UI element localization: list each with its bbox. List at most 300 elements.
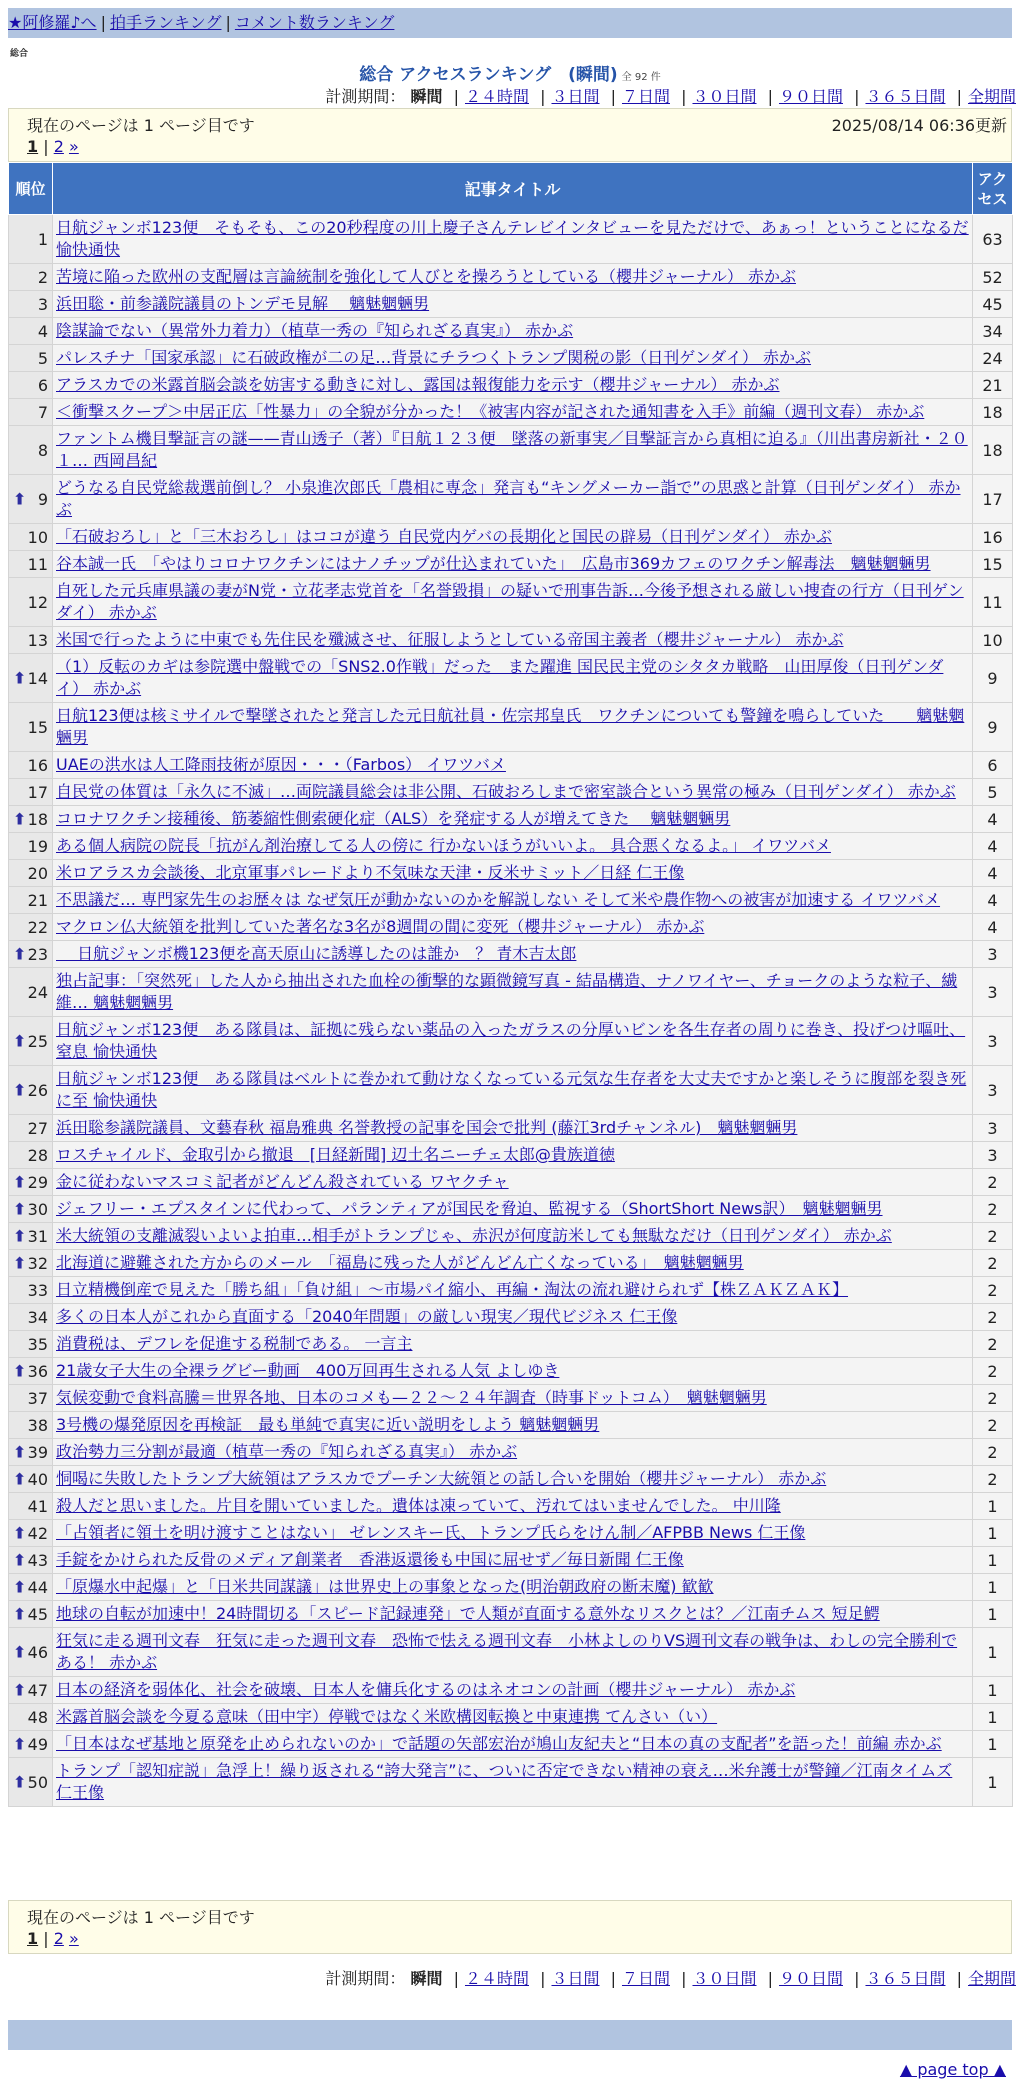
- period-7d-link[interactable]: ７日間: [621, 1969, 670, 1988]
- rank-number: 13: [27, 630, 48, 650]
- rank-number: 23: [27, 944, 48, 964]
- access-count: 11: [973, 578, 1013, 627]
- period-label: 計測期間：: [325, 1969, 406, 1988]
- period-30d-link[interactable]: ３０日間: [692, 1969, 757, 1988]
- access-count: 4: [973, 833, 1013, 860]
- table-row: [9, 291, 1013, 318]
- article-title-link[interactable]: 日航ジャンボ123便 ある隊員は、証拠に残らない薬品の入ったガラスの分厚いビンを各生存者の周りに巻き、投げつけ嘔吐、窒息 愉快通快: [56, 1020, 966, 1061]
- rank-cell: [9, 264, 53, 291]
- title-cell: [53, 1439, 973, 1466]
- access-count: 63: [973, 215, 1013, 264]
- access-count: 6: [973, 752, 1013, 779]
- access-count: 34: [973, 318, 1013, 345]
- rank-number: 32: [27, 1253, 48, 1273]
- rank-cell: [9, 1385, 53, 1412]
- article-title-link[interactable]: 自死した元兵庫県議の妻がN党・立花孝志党首を「名誉毀損」の疑いで刑事告訴…今後予想される厳しい捜査の行方（日刊ゲンダイ） 赤かぶ: [56, 581, 964, 622]
- rank-cell: [9, 291, 53, 318]
- access-count: 3: [973, 941, 1013, 968]
- article-title-link[interactable]: UAEの洪水は人工降雨技術が原因・・・（Farbos） イワツバメ: [56, 755, 506, 774]
- title-cell: [53, 703, 973, 752]
- access-count: 4: [973, 860, 1013, 887]
- article-title-link[interactable]: 自民党の体質は「永久に不滅」…両院議員総会は非公開、石破おろしまで密室談合という異常の極み（日刊ゲンダイ） 赤かぶ: [56, 782, 956, 801]
- table-row: [9, 1331, 1013, 1358]
- article-title-link[interactable]: 地球の自転が加速中！24時間切る「スピード記録連発」で人類が直面する意外なリスクとは？／江南チムス 短足鰐: [56, 1604, 880, 1623]
- rank-cell: [9, 1493, 53, 1520]
- access-count: 15: [973, 551, 1013, 578]
- period-all-link[interactable]: 全期間: [967, 1969, 1016, 1988]
- rank-cell: [9, 1169, 53, 1196]
- rank-number: 10: [27, 527, 48, 547]
- rank-number: 43: [27, 1550, 48, 1570]
- article-title-link[interactable]: 日航123便は核ミサイルで撃墜されたと発言した元日航社員・佐宗邦皇氏 ワクチンについても警鐘を鳴らしていた 魑魅魍魎男: [56, 706, 965, 747]
- ranking-table: [8, 162, 1013, 1807]
- nav-separator: |: [100, 13, 106, 32]
- title-cell: [53, 399, 973, 426]
- rank-number: 42: [27, 1523, 48, 1543]
- rank-number: 17: [27, 782, 48, 802]
- ranking-rows: [9, 215, 1013, 1807]
- next-page-link[interactable]: »: [68, 137, 79, 156]
- article-title-link[interactable]: 「占領者に領土を明け渡すことはない」 ゼレンスキー氏、トランプ氏らをけん制／AFPBB News 仁王像: [56, 1523, 806, 1542]
- up-arrow-icon: ⬆: [13, 1604, 27, 1624]
- rank-cell: [9, 475, 53, 524]
- rank-cell: [9, 1466, 53, 1493]
- table-row: [9, 1493, 1013, 1520]
- table-row: [9, 578, 1013, 627]
- table-row: [9, 1304, 1013, 1331]
- table-row: [9, 1385, 1013, 1412]
- title-cell: [53, 833, 973, 860]
- rank-number: 1: [37, 229, 48, 249]
- period-365d-link[interactable]: ３６５日間: [865, 1969, 946, 1988]
- period-24h-link[interactable]: ２４時間: [464, 87, 529, 106]
- title-cell: [53, 654, 973, 703]
- rank-cell: [9, 578, 53, 627]
- title-cell: [53, 1250, 973, 1277]
- rank-number: 5: [37, 348, 48, 368]
- rank-number: 29: [27, 1172, 48, 1192]
- table-row: [9, 914, 1013, 941]
- site-tag: 総合: [10, 49, 29, 59]
- title-cell: [53, 1704, 973, 1731]
- up-arrow-icon: ⬆: [13, 1469, 27, 1489]
- article-title-link[interactable]: ＜衝撃スクープ＞中居正広「性暴力」の全貌が分かった！《被害内容が記された通知書を入手》前編（週刊文春） 赤かぶ: [56, 402, 925, 421]
- access-count: 16: [973, 524, 1013, 551]
- rank-number: 36: [27, 1361, 48, 1381]
- nav-applause-ranking-link[interactable]: 拍手ランキング: [109, 13, 222, 32]
- title-cell: [53, 1628, 973, 1677]
- rank-cell: [9, 1331, 53, 1358]
- rank-cell: [9, 703, 53, 752]
- table-row: [9, 524, 1013, 551]
- access-count: 2: [973, 1277, 1013, 1304]
- title-cell: [53, 1574, 973, 1601]
- access-count: 4: [973, 806, 1013, 833]
- access-count: 3: [973, 968, 1013, 1017]
- title-cell: [53, 1358, 973, 1385]
- period-selector-bottom: 計測期間： 瞬間 | ２４時間 | ３日間 | ７日間 | ３０日間 | ９０日間 | ３６５日間 | 全期間: [325, 1969, 1016, 1988]
- col-header-title: 記事タイトル: [53, 163, 973, 215]
- period-3d-link[interactable]: ３日間: [551, 1969, 600, 1988]
- rank-cell: [9, 1196, 53, 1223]
- table-row: [9, 703, 1013, 752]
- rank-cell: [9, 1601, 53, 1628]
- rank-number: 21: [27, 890, 48, 910]
- rank-number: 18: [27, 809, 48, 829]
- table-row: [9, 551, 1013, 578]
- article-title-link[interactable]: ある個人病院の院長「抗がん剤治療してる人の傍に 行かないほうがいいよ。 具合悪くなるよ。」 イワツバメ: [56, 836, 831, 855]
- table-row: [9, 1601, 1013, 1628]
- article-title-link[interactable]: 独占記事：「突然死」した人から抽出された血栓の衝撃的な顕微鏡写真 - 結晶構造、ナノワイヤー、チョークのような粒子、繊維… 魑魅魍魎男: [56, 971, 958, 1012]
- access-count: 3: [973, 1066, 1013, 1115]
- up-arrow-icon: ⬆: [13, 1080, 27, 1100]
- title-cell: [53, 372, 973, 399]
- current-page-text: 現在のページは 1 ページ目です: [27, 1908, 255, 1927]
- title-cell: [53, 779, 973, 806]
- period-24h-link[interactable]: ２４時間: [464, 1969, 529, 1988]
- article-title-link[interactable]: 3号機の爆発原因を再検証 最も単純で真実に近い説明をしよう 魑魅魍魎男: [56, 1415, 600, 1434]
- article-title-link[interactable]: 日航ジャンボ123便 そもそも、この20秒程度の川上慶子さんテレビインタビューを見ただけで、あぁっ！ということになるだ 愉快通快: [56, 218, 969, 259]
- up-arrow-icon: ⬆: [13, 1031, 27, 1051]
- access-count: 2: [973, 1358, 1013, 1385]
- table-row: [9, 345, 1013, 372]
- up-arrow-icon: ⬆: [13, 1442, 27, 1462]
- rank-cell: [9, 551, 53, 578]
- title-cell: [53, 1115, 973, 1142]
- rank-number: 11: [27, 554, 48, 574]
- rank-number: 27: [27, 1118, 48, 1138]
- table-row: [9, 1223, 1013, 1250]
- table-row: [9, 1358, 1013, 1385]
- table-row: [9, 372, 1013, 399]
- pagination-top: 1 | 2 »: [27, 137, 79, 156]
- article-title-link[interactable]: 多くの日本人がこれから直面する「2040年問題」の厳しい現実／現代ビジネス 仁王像: [56, 1307, 678, 1326]
- rank-number: 35: [27, 1334, 48, 1354]
- page-top-link[interactable]: ▲ page top ▲: [899, 2060, 1006, 2079]
- up-arrow-icon: ⬆: [13, 1523, 27, 1543]
- up-arrow-icon: ⬆: [13, 1550, 27, 1570]
- article-title-link[interactable]: 不思議だ… 専門家先生のお歴々は なぜ気圧が動かないのかを解説しない そして米や農作物への被害が加速する イワツバメ: [56, 890, 941, 909]
- title-cell: [53, 475, 973, 524]
- table-row: [9, 627, 1013, 654]
- article-title-link[interactable]: 「石破おろし」と「三木おろし」はココが違う 自民党内ゲバの長期化と国民の辟易（日刊ゲンダイ） 赤かぶ: [56, 527, 832, 546]
- rank-cell: [9, 1250, 53, 1277]
- table-row: [9, 1277, 1013, 1304]
- total-count: 全 92 件: [621, 72, 661, 83]
- title-cell: [53, 1277, 973, 1304]
- access-count: 3: [973, 1017, 1013, 1066]
- article-title-link[interactable]: 政治勢力三分割が最適（植草一秀の『知られざる真実』） 赤かぶ: [56, 1442, 518, 1461]
- access-count: 5: [973, 779, 1013, 806]
- article-title-link[interactable]: 浜田聡参議院議員、文藝春秋 福島雅典 名誉教授の記事を国会で批判 (藤江3rdチャンネル) 魑魅魍魎男: [56, 1118, 798, 1137]
- rank-cell: [9, 1412, 53, 1439]
- access-count: 2: [973, 1223, 1013, 1250]
- article-title-link[interactable]: ファントム機目撃証言の謎——青山透子（著）『日航１２３便 墜落の新事実／目撃証言から真相に迫る』（川出書房新社・２０１… 西岡昌紀: [56, 429, 968, 470]
- rank-cell: [9, 860, 53, 887]
- access-count: 17: [973, 475, 1013, 524]
- table-row: [9, 475, 1013, 524]
- rank-number: 50: [27, 1772, 48, 1792]
- article-title-link[interactable]: 恫喝に失敗したトランプ大統領はアラスカでプーチン大統領との話し合いを開始（櫻井ジャーナル） 赤かぶ: [56, 1469, 827, 1488]
- table-row: [9, 1520, 1013, 1547]
- rank-number: 25: [27, 1031, 48, 1051]
- title-cell: [53, 1466, 973, 1493]
- table-row: [9, 1250, 1013, 1277]
- title-cell: [53, 215, 973, 264]
- access-count: 1: [973, 1493, 1013, 1520]
- table-row: [9, 752, 1013, 779]
- access-count: 1: [973, 1520, 1013, 1547]
- period-30d-link[interactable]: ３０日間: [692, 87, 757, 106]
- title-cell: [53, 1601, 973, 1628]
- rank-number: 30: [27, 1199, 48, 1219]
- article-title-link[interactable]: 日航ジャンボ機123便を高天原山に誘導したのは誰か ？ 青木吉太郎: [56, 944, 577, 963]
- rank-number: 48: [27, 1707, 48, 1727]
- title-cell: [53, 1223, 973, 1250]
- access-count: 2: [973, 1196, 1013, 1223]
- period-365d-link[interactable]: ３６５日間: [865, 87, 946, 106]
- article-title-link[interactable]: 米大統領の支離滅裂いよいよ拍車…相手がトランプじゃ、赤沢が何度訪米しても無駄なだけ（日刊ゲンダイ） 赤かぶ: [56, 1226, 892, 1245]
- title-cell: [53, 1520, 973, 1547]
- access-count: 2: [973, 1304, 1013, 1331]
- period-90d-link[interactable]: ９０日間: [778, 87, 843, 106]
- rank-number: 47: [27, 1680, 48, 1700]
- access-count: 3: [973, 1115, 1013, 1142]
- title-cell: [53, 806, 973, 833]
- article-title-link[interactable]: 日本の経済を弱体化、社会を破壊、日本人を傭兵化するのはネオコンの計画（櫻井ジャーナル） 赤かぶ: [56, 1680, 796, 1699]
- rank-cell: [9, 806, 53, 833]
- up-arrow-icon: ⬆: [13, 1772, 27, 1792]
- access-count: 1: [973, 1601, 1013, 1628]
- rank-cell: [9, 1017, 53, 1066]
- period-90d-link[interactable]: ９０日間: [778, 1969, 843, 1988]
- table-row: [9, 1412, 1013, 1439]
- rank-number: 6: [37, 375, 48, 395]
- title-cell: [53, 345, 973, 372]
- rank-number: 45: [27, 1604, 48, 1624]
- table-row: [9, 1169, 1013, 1196]
- table-row: [9, 833, 1013, 860]
- access-count: 45: [973, 291, 1013, 318]
- access-count: 1: [973, 1731, 1013, 1758]
- title-cell: [53, 1142, 973, 1169]
- rank-cell: [9, 1574, 53, 1601]
- rank-cell: [9, 372, 53, 399]
- rank-cell: [9, 1223, 53, 1250]
- title-cell: [53, 1677, 973, 1704]
- table-row: [9, 1142, 1013, 1169]
- rank-number: 49: [27, 1734, 48, 1754]
- title-cell: [53, 1758, 973, 1807]
- title-cell: [53, 551, 973, 578]
- access-count: 1: [973, 1547, 1013, 1574]
- up-arrow-icon: ⬆: [13, 944, 27, 964]
- table-row: [9, 1066, 1013, 1115]
- rank-number: 20: [27, 863, 48, 883]
- article-title-link[interactable]: 北海道に避難された方からのメール 「福島に残った人がどんどん亡くなっている」 魑魅魍魎男: [56, 1253, 744, 1272]
- rank-number: 15: [27, 717, 48, 737]
- article-title-link[interactable]: どうなる自民党総裁選前倒し？ 小泉進次郎氏「農相に専念」発言も“キングメーカー詣で”の思惑と計算（日刊ゲンダイ） 赤かぶ: [56, 478, 961, 519]
- access-count: 2: [973, 1331, 1013, 1358]
- rank-cell: [9, 1115, 53, 1142]
- title-cell: [53, 1196, 973, 1223]
- rank-cell: [9, 914, 53, 941]
- article-title-link[interactable]: 消費税は、デフレを促進する税制である。 一言主: [56, 1334, 413, 1353]
- table-row: [9, 806, 1013, 833]
- rank-number: 19: [27, 836, 48, 856]
- col-header-rank: 順位: [9, 163, 53, 215]
- pagination-bottom: 1 | 2 »: [27, 1929, 79, 1948]
- up-arrow-icon: ⬆: [13, 1642, 27, 1662]
- article-title-link[interactable]: 米露首脳会談を今夏る意味（田中宇）停戦ではなく米欧構図転換と中東連携 てんさい（い）: [56, 1707, 718, 1726]
- page-2-link[interactable]: 2: [53, 137, 64, 156]
- rank-number: 9: [37, 489, 48, 509]
- page-1-current: 1: [27, 1929, 39, 1948]
- up-arrow-icon: ⬆: [13, 489, 27, 509]
- article-title-link[interactable]: 気候変動で食料高騰＝世界各地、日本のコメも—２２～２４年調査（時事ドットコム） 魑魅魍魎男: [56, 1388, 767, 1407]
- access-count: 9: [973, 654, 1013, 703]
- next-page-link[interactable]: »: [68, 1929, 79, 1948]
- period-current: 瞬間: [410, 1969, 443, 1988]
- article-title-link[interactable]: ジェフリー・エプスタインに代わって、パランティアが国民を脅迫、監視する（ShortShort News訳） 魑魅魍魎男: [56, 1199, 883, 1218]
- rank-cell: [9, 1547, 53, 1574]
- article-title-link[interactable]: コロナワクチン接種後、筋萎縮性側索硬化症（ALS）を発症する人が増えてきた 魑魅魍魎男: [56, 809, 731, 828]
- title-cell: [53, 860, 973, 887]
- table-row: [9, 1547, 1013, 1574]
- rank-cell: [9, 1520, 53, 1547]
- page-info-top: [8, 108, 1012, 162]
- rank-cell: [9, 1277, 53, 1304]
- article-title-link[interactable]: 21歳女子大生の全裸ラグビー動画 400万回再生される人気 よしゆき: [56, 1361, 560, 1380]
- table-row: [9, 318, 1013, 345]
- bottom-bar: [8, 2020, 1012, 2050]
- title-cell: [53, 264, 973, 291]
- title-cell: [53, 1547, 973, 1574]
- up-arrow-icon: ⬆: [13, 1680, 27, 1700]
- up-arrow-icon: ⬆: [13, 809, 27, 829]
- rank-number: 31: [27, 1226, 48, 1246]
- article-title-link[interactable]: 陰謀論でない（異常外力着力）（植草一秀の『知られざる真実』） 赤かぶ: [56, 321, 574, 340]
- article-title-link[interactable]: 苦境に陥った欧州の支配層は言論統制を強化して人びとを操ろうとしている（櫻井ジャーナル） 赤かぶ: [56, 267, 796, 286]
- access-count: 1: [973, 1628, 1013, 1677]
- rank-number: 7: [37, 402, 48, 422]
- access-count: 2: [973, 1466, 1013, 1493]
- access-count: 18: [973, 399, 1013, 426]
- article-title-link[interactable]: トランプ「認知症説」急浮上！繰り返される“誇大発言”に、ついに否定できない精神の衰え…米弁護士が警鐘／江南タイムズ 仁王像: [56, 1761, 953, 1802]
- article-title-link[interactable]: 手錠をかけられた反骨のメディア創業者 香港返還後も中国に屈せず／毎日新聞 仁王像: [56, 1550, 684, 1569]
- table-row: [9, 1731, 1013, 1758]
- rank-number: 28: [27, 1145, 48, 1165]
- rank-cell: [9, 345, 53, 372]
- article-title-link[interactable]: 日立精機倒産で見えた「勝ち組」「負け組」～市場パイ縮小、再編・淘汰の流れ避けられず【株ＺＡＫＺＡＫ】: [56, 1280, 849, 1299]
- article-title-link[interactable]: 谷本誠一氏 「やはりコロナワクチンにはナノチップが仕込まれていた」 広島市369カフェのワクチン解毒法 魑魅魍魎男: [56, 554, 931, 573]
- rank-cell: [9, 1142, 53, 1169]
- up-arrow-icon: ⬆: [13, 1577, 27, 1597]
- article-title-link[interactable]: アラスカでの米露首脳会談を妨害する動きに対し、露国は報復能力を示す（櫻井ジャーナル） 赤かぶ: [56, 375, 780, 394]
- page-1-current: 1: [27, 137, 39, 156]
- rank-number: 40: [27, 1469, 48, 1489]
- rank-number: 3: [37, 294, 48, 314]
- period-label: 計測期間：: [325, 87, 406, 106]
- table-row: [9, 860, 1013, 887]
- table-row: [9, 779, 1013, 806]
- article-title-link[interactable]: 米ロアラスカ会談後、北京軍事パレードより不気味な天津・反米サミット／日経 仁王像: [56, 863, 685, 882]
- period-7d-link[interactable]: ７日間: [621, 87, 670, 106]
- up-arrow-icon: ⬆: [13, 1226, 27, 1246]
- table-row: [9, 1704, 1013, 1731]
- table-row: [9, 1677, 1013, 1704]
- up-arrow-icon: ⬆: [13, 1253, 27, 1273]
- rank-cell: [9, 968, 53, 1017]
- rank-cell: [9, 627, 53, 654]
- title-cell: [53, 1731, 973, 1758]
- title-cell: [53, 1493, 973, 1520]
- access-count: 1: [973, 1704, 1013, 1731]
- page-2-link[interactable]: 2: [53, 1929, 64, 1948]
- article-title-link[interactable]: マクロン仏大統領を批判していた著名な3名が8週間の間に変死（櫻井ジャーナル） 赤かぶ: [56, 917, 705, 936]
- rank-cell: [9, 941, 53, 968]
- table-row: [9, 1466, 1013, 1493]
- title-cell: [53, 968, 973, 1017]
- access-count: 3: [973, 1142, 1013, 1169]
- rank-number: 26: [27, 1080, 48, 1100]
- table-row: [9, 1758, 1013, 1807]
- title-cell: [53, 1331, 973, 1358]
- table-row: [9, 887, 1013, 914]
- article-title-link[interactable]: 浜田聡・前参議院議員のトンデモ見解 魑魅魍魎男: [56, 294, 430, 313]
- rank-cell: [9, 752, 53, 779]
- rank-number: 14: [27, 668, 48, 688]
- article-title-link[interactable]: 狂気に走る週刊文春 狂気に走った週刊文春 恐怖で怯える週刊文春 小林よしのりVS週刊文春の戦争は、わしの完全勝利である！ 赤かぶ: [56, 1631, 958, 1672]
- article-title-link[interactable]: パレスチナ「国家承認」に石破政権が二の足…背景にチラつくトランプ関税の影（日刊ゲンダイ） 赤かぶ: [56, 348, 812, 367]
- article-title-link[interactable]: 日航ジャンボ123便 ある隊員はベルトに巻かれて動けなくなっている元気な生存者を大丈夫ですかと楽しそうに腹部を裂き死に至 愉快通快: [56, 1069, 967, 1110]
- rank-cell: [9, 1439, 53, 1466]
- period-all-link[interactable]: 全期間: [967, 87, 1016, 106]
- table-row: [9, 941, 1013, 968]
- rank-cell: [9, 1304, 53, 1331]
- ranking-title-text: 総合 アクセスランキング (瞬間): [359, 65, 618, 85]
- article-title-link[interactable]: 「原爆水中起爆」と「日米共同謀議」は世界史上の事象となった(明治朝政府の断末魔) 歓歓: [56, 1577, 714, 1596]
- access-count: 24: [973, 345, 1013, 372]
- article-title-link[interactable]: 金に従わないマスコミ記者がどんどん殺されている ワヤクチャ: [56, 1172, 509, 1191]
- rank-cell: [9, 887, 53, 914]
- article-title-link[interactable]: 殺人だと思いました。片目を開いていました。遺体は凍っていて、汚れてはいませんでした。 中川隆: [56, 1496, 781, 1515]
- article-title-link[interactable]: ロスチャイルド、金取引から撤退 [日経新聞] 辺土名ニーチェ太郎@貴族道徳: [56, 1145, 615, 1164]
- nav-home-link[interactable]: ★阿修羅♪へ: [8, 13, 97, 32]
- table-row: [9, 1628, 1013, 1677]
- article-title-link[interactable]: 「日本はなぜ基地と原発を止められないのか」で話題の矢部宏治が鳩山友紀夫と“日本の真の支配者”を語った！前編 赤かぶ: [56, 1734, 942, 1753]
- nav-comment-ranking-link[interactable]: コメント数ランキング: [234, 13, 395, 32]
- access-count: 4: [973, 914, 1013, 941]
- period-3d-link[interactable]: ３日間: [551, 87, 600, 106]
- period-current: 瞬間: [410, 87, 443, 106]
- title-cell: [53, 627, 973, 654]
- access-count: 1: [973, 1677, 1013, 1704]
- title-cell: [53, 887, 973, 914]
- up-arrow-icon: ⬆: [13, 1199, 27, 1219]
- article-title-link[interactable]: 米国で行ったように中東でも先住民を殲滅させ、征服しようとしている帝国主義者（櫻井ジャーナル） 赤かぶ: [56, 630, 844, 649]
- rank-number: 16: [27, 755, 48, 775]
- access-count: 2: [973, 1439, 1013, 1466]
- article-title-link[interactable]: （1）反転のカギは参院選中盤戦での「SNS2.0作戦」だった また躍進 国民民主党のシタタカ戦略 山田厚俊（日刊ゲンダイ） 赤かぶ: [56, 657, 944, 698]
- title-cell: [53, 1304, 973, 1331]
- rank-cell: [9, 654, 53, 703]
- access-count: 1: [973, 1574, 1013, 1601]
- table-header-row: [9, 163, 1013, 215]
- access-count: 2: [973, 1385, 1013, 1412]
- title-cell: [53, 1169, 973, 1196]
- rank-cell: [9, 1628, 53, 1677]
